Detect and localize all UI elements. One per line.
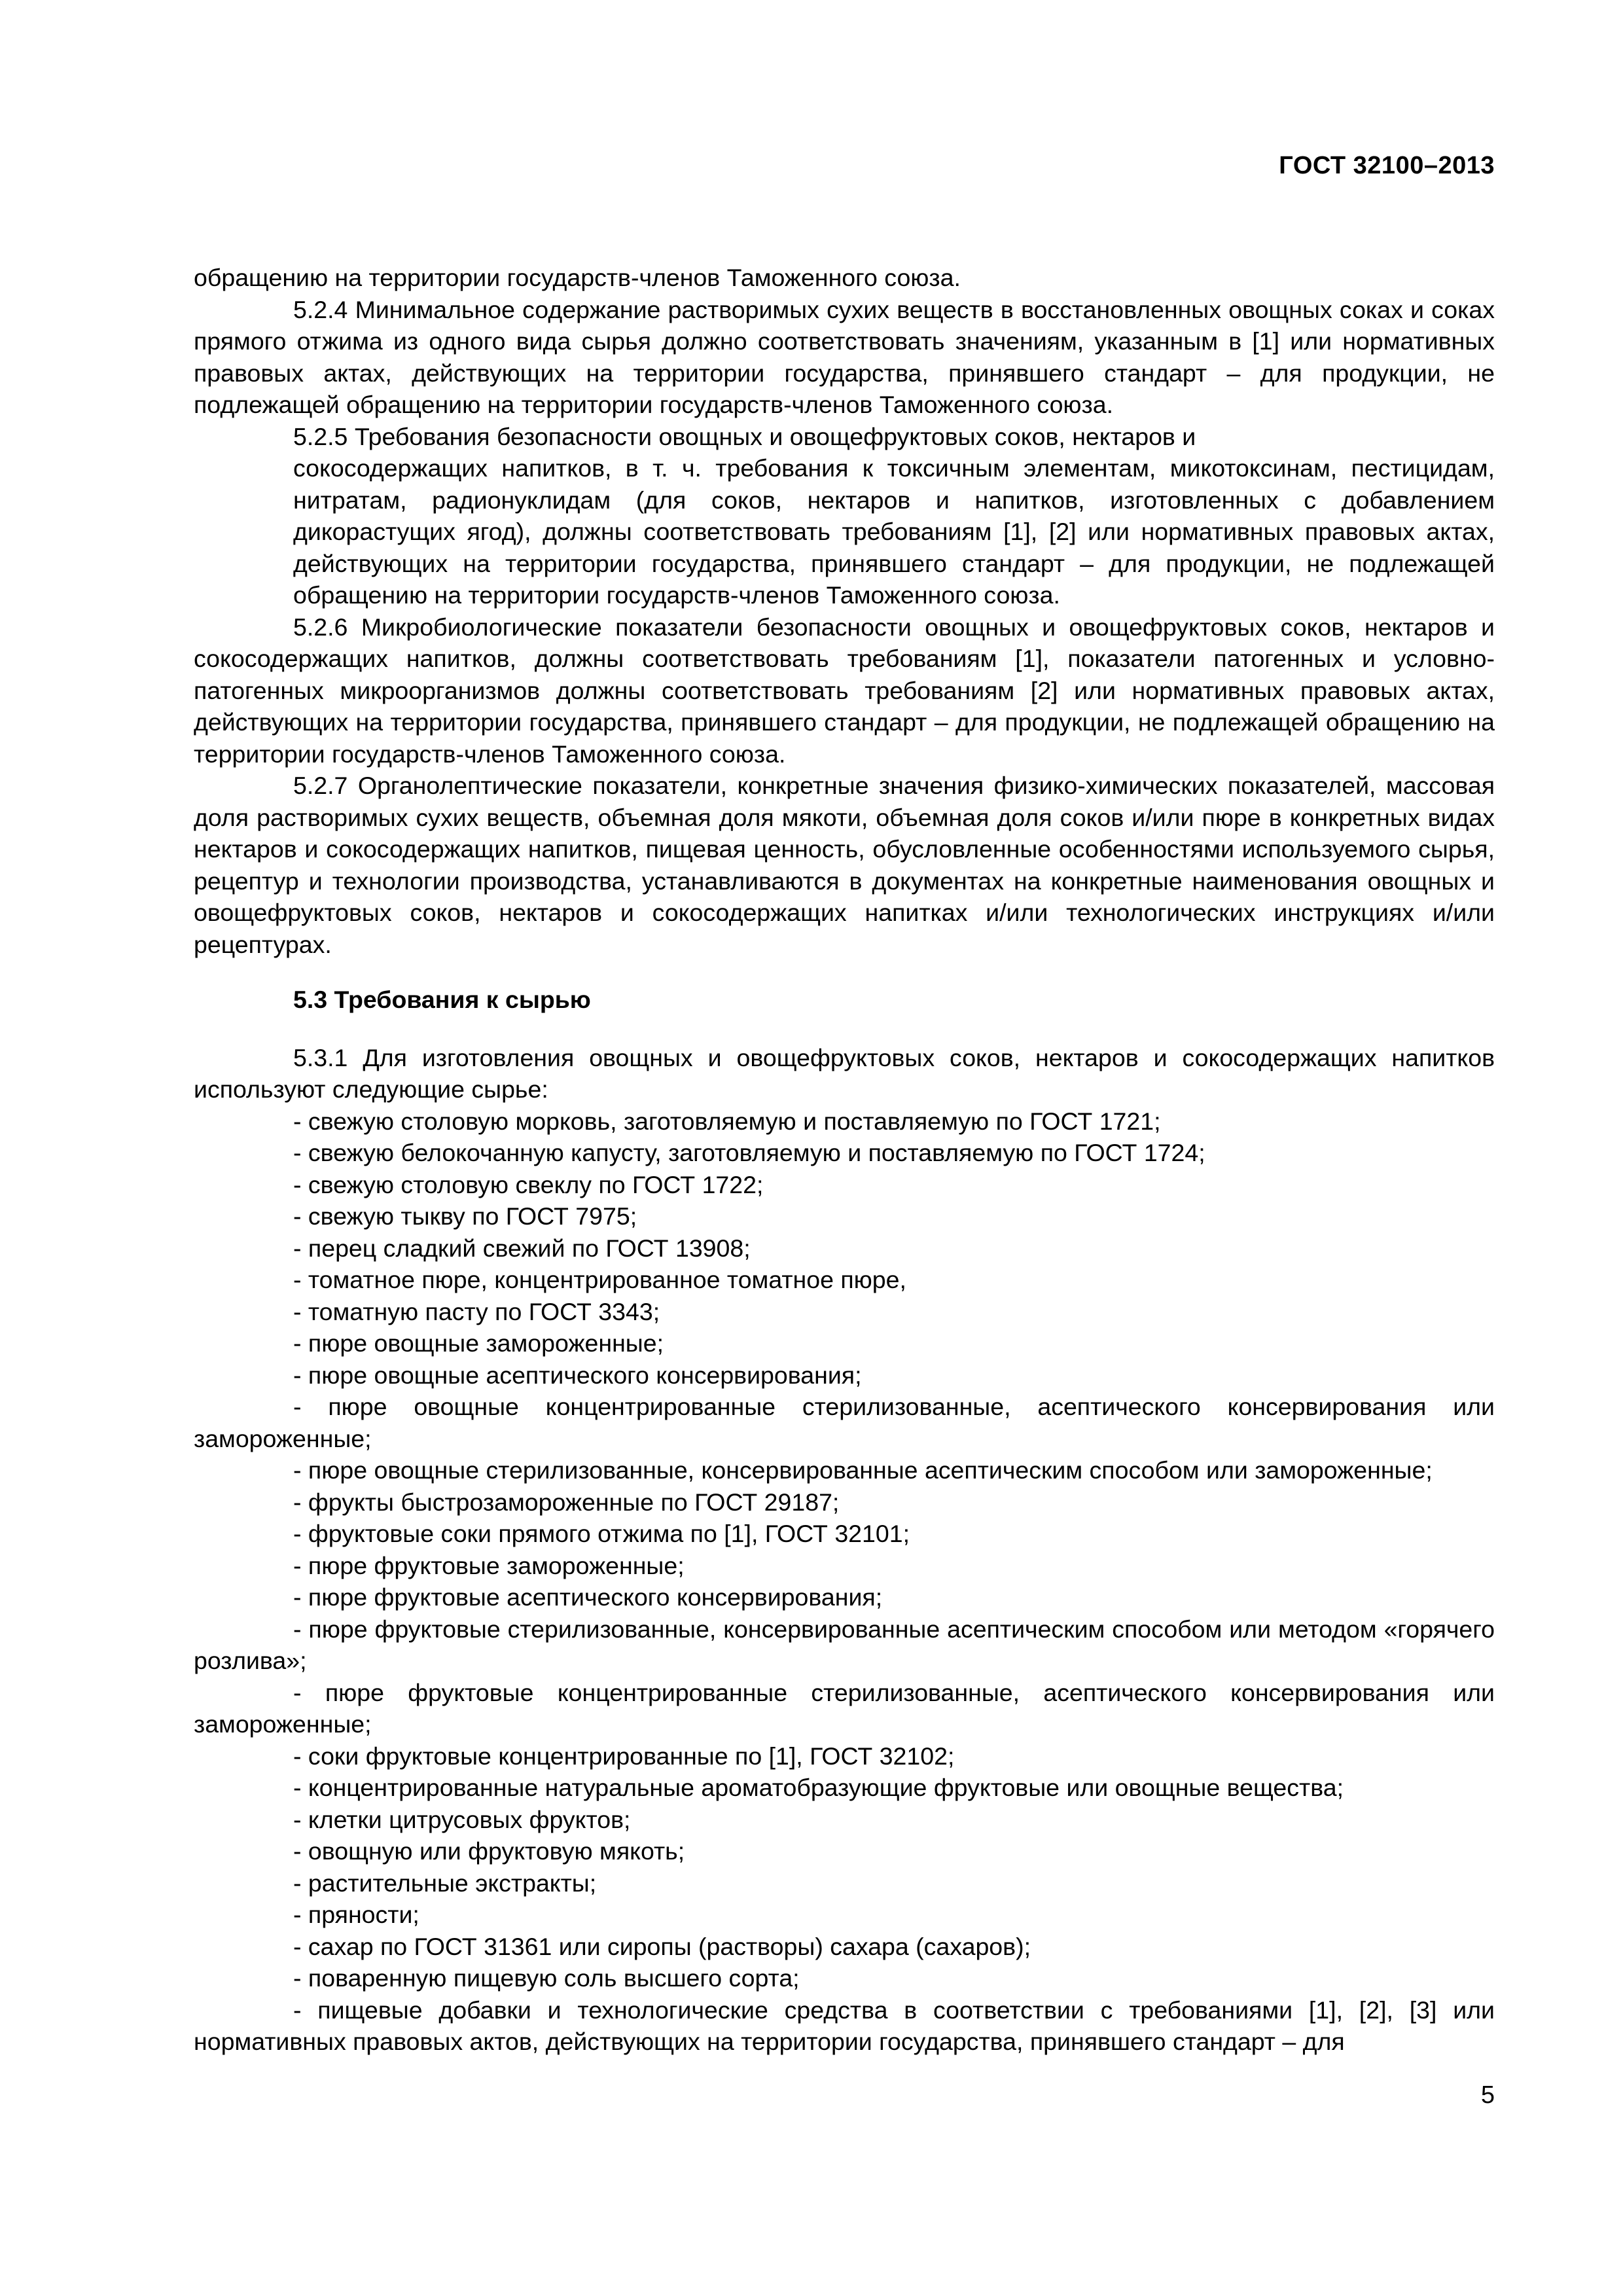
list-item: - клетки цитрусовых фруктов; [293, 1805, 631, 1833]
list-item: - фруктовые соки прямого отжима по [1], ГОСТ 32101; [293, 1520, 910, 1547]
list-item: - концентрированные натуральные ароматобразующие фруктовые или овощные вещества; [293, 1774, 1344, 1801]
paragraph-5-2-5-body: сокосодержащих напитков, в т. ч. требования к токсичным элементам, микотоксинам, пестицидам, нитратам, радионуклидам (для соков, нектаров и напитков, изготовленных с добавлением дикорастущих ягод), должны соответствовать требованиям [1], [2] или нормативных правовых актах, действующих на территории государства, принявшего стандарт – для продукции, не подлежащей обращению на территории государств-членов Таможенного союза. [293, 454, 1495, 609]
paragraph-5-2-5-first-line: 5.2.5 Требования безопасности овощных и овощефруктовых соков, нектаров и [293, 422, 1196, 450]
paragraph-5-3-1: 5.3.1 Для изготовления овощных и овощефруктовых соков, нектаров и сокосодержащих напитков используют следующие сырье: [194, 1043, 1495, 1103]
list-item: - пюре фруктовые замороженные; [293, 1551, 685, 1579]
list-item: - сахар по ГОСТ 31361 или сиропы (растворы) сахара (сахаров); [293, 1932, 1031, 1960]
paragraph-5-2-4: 5.2.4 Минимальное содержание растворимых сухих веществ в восстановленных овощных соках и соках прямого отжима из одного вида сырья должно соответствовать значениям, указанным в [1] или нормативных правовых актах, действующих на территории государства, принявшего стандарт – для продукции, не подлежащей обращению на территории государств-членов Таможенного союза. [194, 295, 1495, 418]
list-item: - томатную пасту по ГОСТ 3343; [293, 1297, 660, 1325]
list-item: - овощную или фруктовую мякоть; [293, 1837, 685, 1865]
raw-materials-list [194, 1105, 1495, 2058]
list-item: - пюре фруктовые стерилизованные, консервированные асептическим способом или методом «горячего розлива»; [194, 1615, 1495, 1674]
list-item: - свежую столовую свеклу по ГОСТ 1722; [293, 1170, 764, 1198]
standard-header: ГОСТ 32100–2013 [1279, 152, 1495, 179]
paragraph-5-2-6: 5.2.6 Микробиологические показатели безопасности овощных и овощефруктовых соков, нектаров и сокосодержащих напитков, должны соответствовать требованиям [1], показатели патогенных и условно-патогенных микроорганизмов должны соответствовать требованиям [2] или нормативных правовых актах, действующих на территории государства, принявшего стандарт – для продукции, не подлежащей обращению на территории государств-членов Таможенного союза. [194, 613, 1495, 768]
paragraph-5-2-7: 5.2.7 Органолептические показатели, конкретные значения физико-химических показателей, массовая доля растворимых сухих веществ, объемная доля мякоти, объемная доля соков и/или пюре в конкретных видах нектаров и сокосодержащих напитков, пищевая ценность, обусловленные особенностями используемого сырья, рецептур и технологии производства, устанавливаются в документах на конкретные наименования овощных и овощефруктовых соков, нектаров и сокосодержащих напитках и/или технологических инструкциях и/или рецептурах. [194, 772, 1495, 958]
list-item: - пищевые добавки и технологические средства в соответствии с требованиями [1], [2], [3] или нормативных правовых актов, действующих на территории государства, принявшего стандарт – для [194, 1996, 1495, 2055]
page-number: 5 [1480, 2081, 1495, 2109]
list-item: - поваренную пищевую соль высшего сорта; [293, 1964, 800, 1992]
list-item: - свежую белокочанную капусту, заготовляемую и поставляемую по ГОСТ 1724; [293, 1139, 1205, 1166]
section-title-5-3: 5.3 Требования к сырью [293, 986, 591, 1013]
list-item: - пюре фруктовые асептического консервирования; [293, 1583, 883, 1611]
list-item: - томатное пюре, концентрированное томатное пюре, [293, 1266, 906, 1293]
list-item: - свежую тыкву по ГОСТ 7975; [293, 1202, 637, 1230]
list-item: - фрукты быстрозамороженные по ГОСТ 29187; [293, 1488, 840, 1516]
list-item: - пюре овощные замороженные; [293, 1329, 664, 1357]
list-item: - пюре овощные стерилизованные, консервированные асептическим способом или замороженные; [293, 1456, 1433, 1484]
list-item: - растительные экстракты; [293, 1869, 597, 1897]
list-item: - пюре овощные асептического консервирования; [293, 1361, 862, 1389]
list-item: - пюре фруктовые концентрированные стерилизованные, асептического консервирования или замороженные; [194, 1678, 1495, 1738]
list-item: - пряности; [293, 1901, 419, 1928]
paragraph-continuation: обращению на территории государств-членов Таможенного союза. [194, 264, 961, 291]
document-body [194, 262, 1495, 2058]
list-item: - свежую столовую морковь, заготовляемую и поставляемую по ГОСТ 1721; [293, 1107, 1161, 1135]
list-item: - пюре овощные концентрированные стерилизованные, асептического консервирования или замороженные; [194, 1393, 1495, 1452]
list-item: - соки фруктовые концентрированные по [1], ГОСТ 32102; [293, 1742, 955, 1770]
list-item: - перец сладкий свежий по ГОСТ 13908; [293, 1234, 751, 1262]
